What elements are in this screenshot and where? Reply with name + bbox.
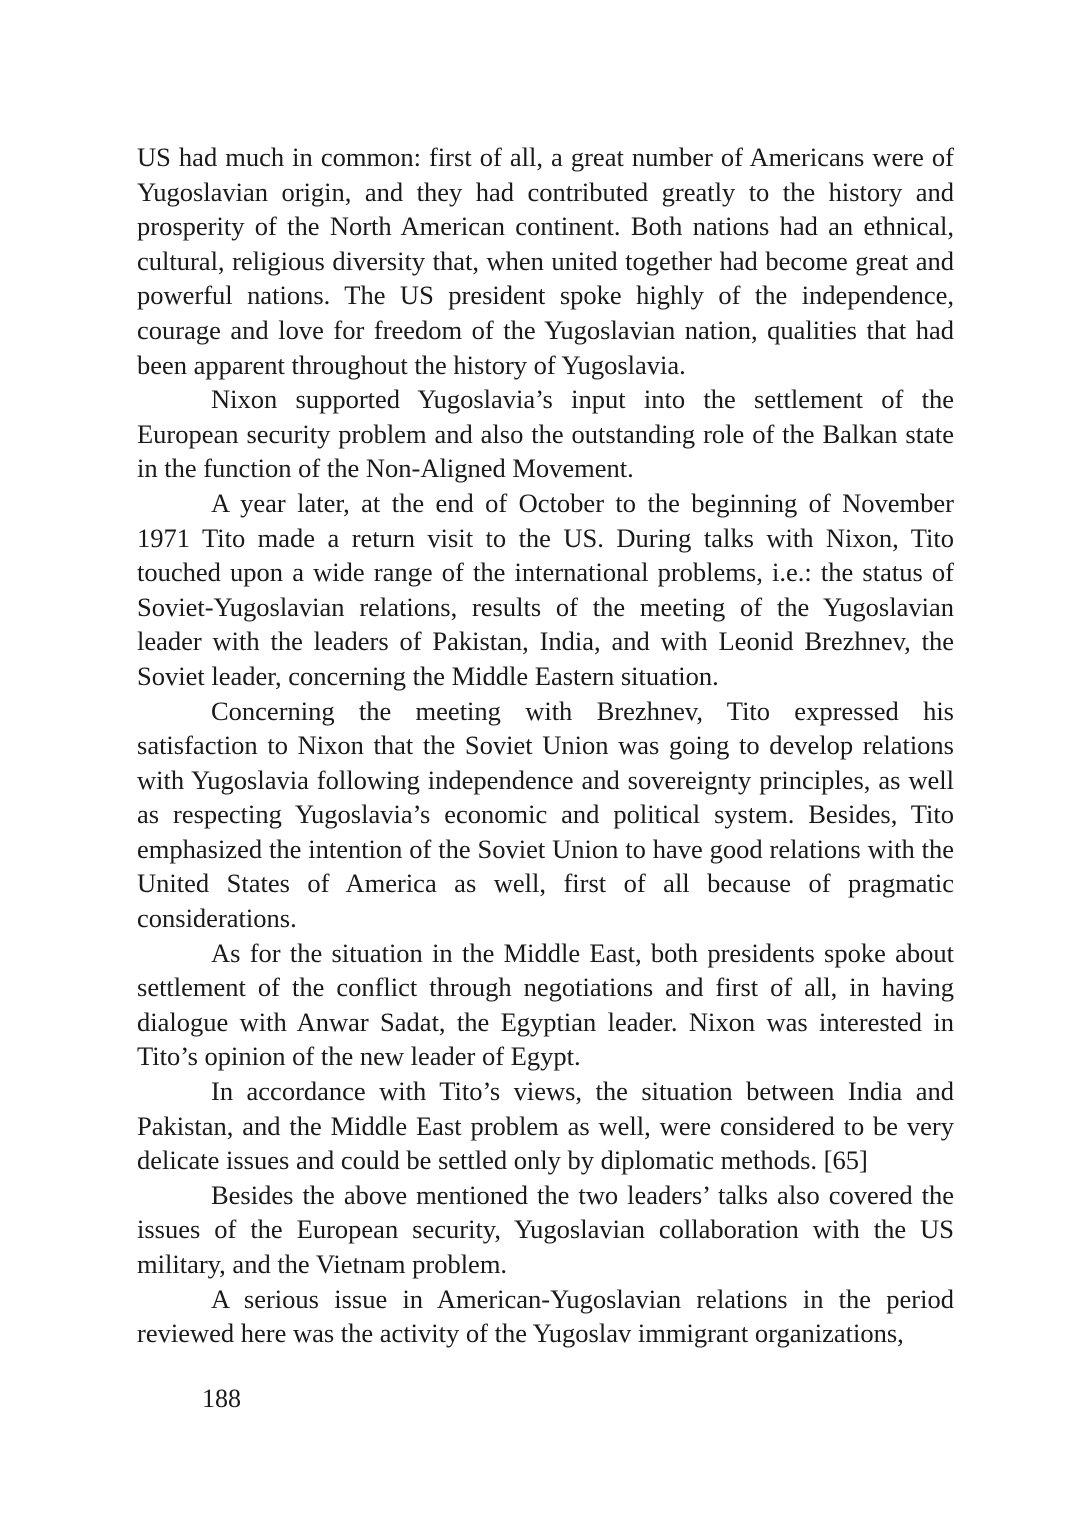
paragraph-other-issues: Besides the above mentioned the two leaders’ talks also covered the issues of the European security, Yugoslavian collaboration with the US military, and the Vietnam problem. bbox=[137, 1179, 954, 1279]
paragraph-middle-east: As for the situation in the Middle East, both presidents spoke about settlement of the conflict through negotiations and first of all, in having dialogue with Anwar Sadat, the Egyptian leader. Nixon was interested in Tito’s opinion of the new leader of Egypt. bbox=[137, 937, 954, 1072]
paragraph-brezhnev-meeting: Concerning the meeting with Brezhnev, Tito expressed his satisfaction to Nixon that the Soviet Union was going to develop relations with Yugoslavia following independence and sovereignty principles, as well as respecting Yugoslavia’s economic and political system. Besides, Tito emphasized the intention of the Soviet Union to have good relations with the United States of America as well, first of all because of pragmatic considerations. bbox=[137, 695, 954, 934]
paragraph-tito-views: In accordance with Tito’s views, the situation between India and Pakistan, and the Middle East problem as well, were considered to be very delicate issues and could be settled only by diplomatic methods. [65] bbox=[137, 1076, 954, 1176]
page-number: 188 bbox=[202, 1384, 241, 1413]
body-text bbox=[137, 140, 954, 1351]
paragraph-continuation: US had much in common: first of all, a great number of Americans were of Yugoslavian origin, and they had contributed greatly to the history and prosperity of the North American continent. Both nations had an ethnical, cultural, religious diversity that, when united together had become great and powerful nations. The US president spoke highly of the independence, courage and love for freedom of the Yugoslavian nation, qualities that had been apparent throughout the history of Yugoslavia. bbox=[137, 142, 954, 380]
paragraph-nixon-support: Nixon supported Yugoslavia’s input into the settlement of the European security problem and also the outstanding role of the Balkan state in the function of the Non-Aligned Movement. bbox=[137, 384, 954, 484]
paragraph-tito-return-visit: A year later, at the end of October to the beginning of November 1971 Tito made a return visit to the US. During talks with Nixon, Tito touched upon a wide range of the international problems, i.e.: the status of Soviet-Yugoslavian relations, results of the meeting of the Yugoslavian leader with the leaders of Pakistan, India, and with Leonid Brezhnev, the Soviet leader, concerning the Middle Eastern situation. bbox=[137, 487, 954, 691]
paragraph-immigrant-organizations: A serious issue in American-Yugoslavian relations in the period reviewed here was the activity of the Yugoslav immigrant organizations, bbox=[137, 1283, 954, 1349]
